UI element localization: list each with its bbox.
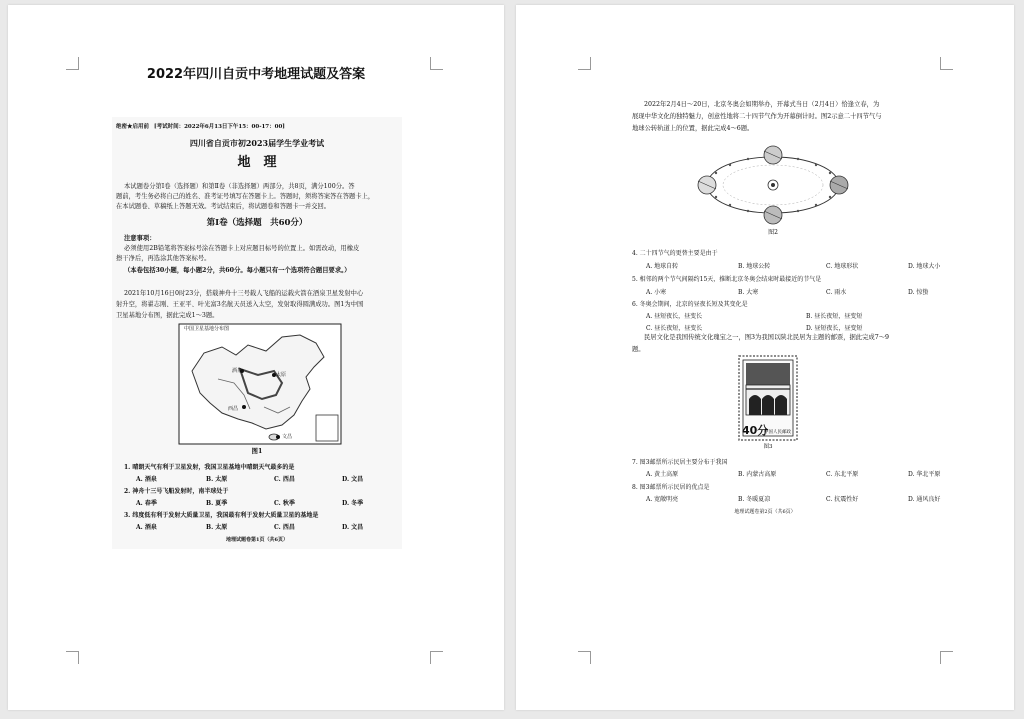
exam-time: [考试时间：2022年6月13日下午15：00-17：00] — [154, 124, 285, 130]
option: D. 惊蛰 — [908, 289, 929, 296]
option: B. 昼长夜短，昼变短 — [806, 313, 863, 320]
option: B. 地球公转 — [738, 263, 771, 270]
figure-caption: 图2 — [768, 229, 778, 236]
map-title: 中国卫星基地分布图 — [184, 326, 230, 332]
crop-mark — [940, 57, 953, 70]
option: B. 太原 — [206, 476, 228, 483]
option: A. 黄土高原 — [646, 471, 679, 478]
question-6: 6. 冬奥会期间，北京的昼夜长短及其变化是 — [632, 301, 748, 308]
china-satellite-base-map — [178, 323, 342, 447]
crop-mark — [66, 651, 79, 664]
option: C. 西昌 — [274, 524, 295, 531]
map-label: 太原 — [276, 372, 287, 378]
figure-caption: 图3 — [763, 444, 773, 450]
passage-line: 地球公转轨道上的位置，据此完成4～6题。 — [632, 125, 754, 132]
passage-line: 题。 — [632, 346, 645, 353]
subject-title: 地 理 — [237, 155, 277, 170]
secret-label: 绝密★启用前 — [116, 124, 150, 130]
option: B. 冬暖夏凉 — [738, 496, 771, 503]
option: C. 西昌 — [274, 476, 295, 483]
question-3: 3. 纬度低有利于发射大质量卫星，我国最有利于发射大质量卫星的基地是 — [124, 512, 319, 519]
option: C. 东北平原 — [826, 471, 859, 478]
map-label: 文昌 — [282, 434, 293, 440]
document-page-1 — [8, 5, 504, 710]
option: A. 酒泉 — [136, 476, 157, 483]
notice-heading: 注意事项： — [124, 235, 156, 242]
document-page-2 — [516, 5, 1014, 710]
option: C. 雨水 — [826, 289, 847, 296]
passage-line: 民居文化是我国传统文化瑰宝之一，图3为我国以陕北民居为主题的邮票，据此完成7～9 — [644, 334, 890, 341]
intro-line: 题前，考生务必将自己的姓名、准考证号填写在答题卡上。答题时，须将答案答在答题卡上， — [116, 193, 375, 200]
option: B. 内蒙古高原 — [738, 471, 777, 478]
option: B. 夏季 — [206, 500, 228, 507]
option: A. 昼短夜长，昼变长 — [646, 313, 703, 320]
question-2: 2. 神舟十三号飞船发射时，南半球处于 — [124, 488, 229, 495]
map-label: 酒泉 — [232, 368, 243, 374]
option: D. 地球大小 — [908, 263, 941, 270]
option: C. 昼长夜短，昼变长 — [646, 325, 703, 332]
notice-line: 擦干净后，再选涂其他答案标号。 — [116, 255, 211, 262]
question-8: 8. 图3邮票所示民居的优点是 — [632, 484, 710, 491]
figure-caption: 图1 — [251, 448, 263, 455]
stamp-text: 中国人民邮政 — [764, 430, 791, 435]
question-4: 4. 二十四节气的更替主要是由于 — [632, 250, 718, 257]
question-7: 7. 图3邮票所示民居主要分布于我国 — [632, 459, 728, 466]
intro-line: 本试题卷分第Ⅰ卷（选择题）和第Ⅱ卷（非选择题）两部分，共8页，满分100分。答 — [124, 183, 355, 190]
passage-line: 射升空，将翟志刚、王亚平、叶光富3名航天员送入太空，发射取得圆满成功。图1为中国 — [116, 301, 364, 308]
question-1: 1. 晴朗天气有利于卫星发射，我国卫星基地中晴朗天气最多的是 — [124, 464, 295, 471]
option: C. 抗震性好 — [826, 496, 859, 503]
option: D. 文昌 — [342, 476, 364, 483]
option: B. 太原 — [206, 524, 228, 531]
option: D. 昼短夜长，昼变短 — [806, 325, 863, 332]
option: A. 宽敞明亮 — [646, 496, 679, 503]
map-label: 西昌 — [228, 406, 239, 412]
page-footer: 地理试题卷第1页（共6页） — [226, 537, 288, 543]
option: A. 春季 — [136, 500, 157, 507]
option: C. 秋季 — [274, 500, 295, 507]
notice-line: 必须使用2B铅笔将答案标号涂在答题卡上对应题目标号的位置上。如需改动，用橡皮 — [124, 245, 360, 252]
earth-orbit-solar-terms-diagram — [690, 139, 856, 233]
option: A. 地球自转 — [646, 263, 679, 270]
crop-mark — [940, 651, 953, 664]
option: D. 文昌 — [342, 524, 364, 531]
passage-line: 2022年2月4日～20日，北京冬奥会如期举办，开幕式当日（2月4日）恰逢立春，为 — [644, 101, 880, 108]
question-5: 5. 相邻的两个节气间隔约15天，推断北京冬奥会结束时最接近的节气是 — [632, 276, 822, 283]
option: A. 酒泉 — [136, 524, 157, 531]
section-heading: 第Ⅰ卷（选择题 共60分） — [206, 218, 308, 228]
stamp-value: 40分 — [742, 424, 769, 437]
option: B. 大寒 — [738, 289, 759, 296]
passage-line: 卫星基地分布图，据此完成1～3题。 — [116, 312, 219, 319]
option: D. 通风良好 — [908, 496, 941, 503]
option: D. 华北平原 — [908, 471, 941, 478]
notice-line: （本卷包括30小题，每小题2分，共60分。每小题只有一个选项符合题目要求。） — [124, 267, 351, 274]
option: C. 地球形状 — [826, 263, 859, 270]
option: A. 小寒 — [646, 289, 667, 296]
crop-mark — [430, 651, 443, 664]
exam-heading: 四川省自贡市初2023届学生学业考试 — [189, 138, 325, 148]
passage-line: 展现中华文化的独特魅力，创意性地将二十四节气作为开幕倒计时。图2示意二十四节气与 — [632, 113, 882, 120]
document-title: 2022年四川自贡中考地理试题及答案 — [146, 67, 366, 82]
option: D. 冬季 — [342, 500, 364, 507]
crop-mark — [578, 651, 591, 664]
intro-line: 在本试题卷、草稿纸上答题无效。考试结束后，将试题卷和答题卡一并交回。 — [116, 203, 331, 210]
page-footer: 地理试题卷第2页（共6页） — [734, 509, 796, 515]
passage-line: 2021年10月16日0时23分，搭载神舟十三号载人飞船的运载火箭在酒泉卫星发射中心 — [124, 290, 364, 297]
crop-mark — [578, 57, 591, 70]
